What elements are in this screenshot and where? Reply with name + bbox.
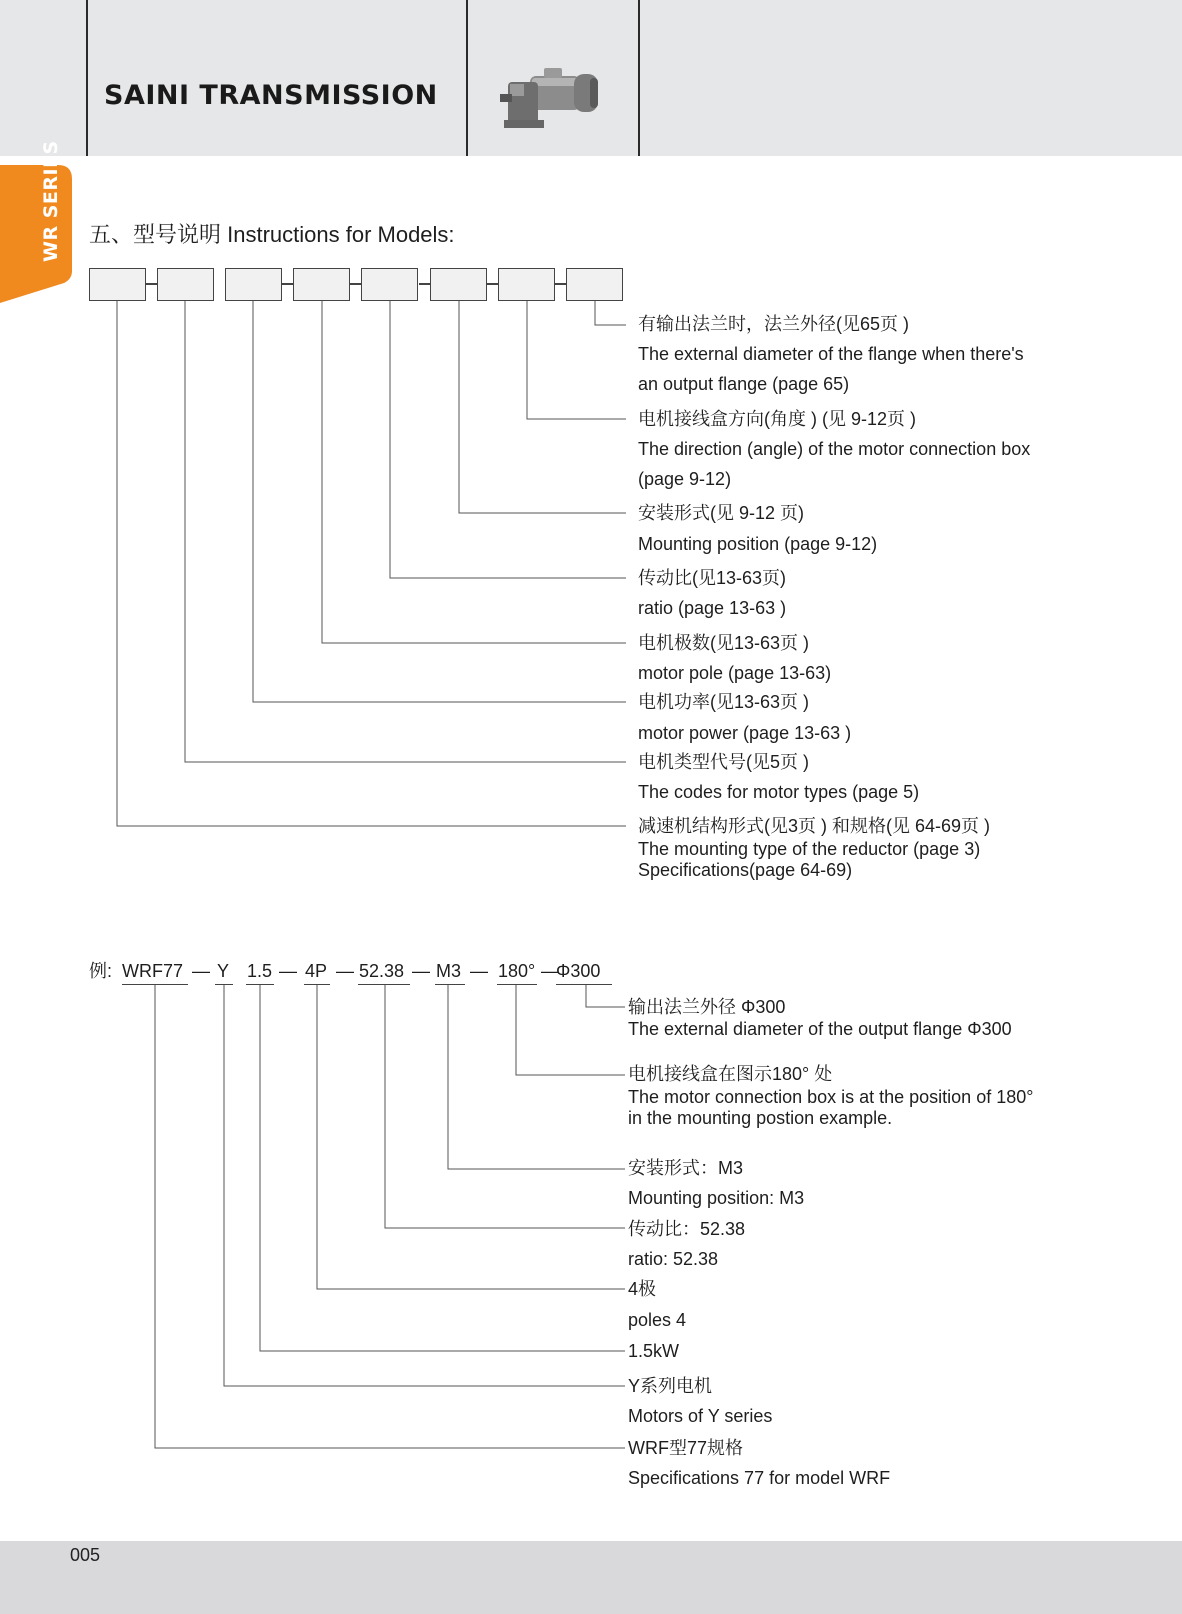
legend-en: an output flange (page 65) xyxy=(638,374,850,394)
example-en: in the mounting postion example. xyxy=(628,1108,893,1128)
legend-en: The external diameter of the flange when there's xyxy=(638,344,1024,364)
footer-band xyxy=(0,1541,1182,1614)
page-number: 005 xyxy=(70,1545,101,1565)
legend-en: motor pole (page 13-63) xyxy=(638,663,832,683)
example-part: 1.5 xyxy=(247,961,273,981)
example-separator: — xyxy=(470,961,488,981)
legend-cn: 安装形式(见 9-12 页) xyxy=(638,503,805,523)
example-separator: — xyxy=(412,961,430,981)
example-underline xyxy=(304,984,330,985)
brand-logo: SAINI TRANSMISSION xyxy=(104,80,438,111)
example-en: poles 4 xyxy=(628,1310,687,1330)
example-separator: — xyxy=(541,961,559,981)
legend-en: Specifications(page 64-69) xyxy=(638,860,853,880)
legend-cn: 传动比(见13-63页) xyxy=(638,568,787,588)
legend-en: Mounting position (page 9-12) xyxy=(638,534,878,554)
example-en: The external diameter of the output flange Φ300 xyxy=(628,1019,1012,1039)
example-underline xyxy=(435,984,465,985)
example-part: WRF77 xyxy=(122,961,184,981)
example-separator: — xyxy=(336,961,354,981)
example-cn: 电机接线盒在图示180° 处 xyxy=(628,1064,833,1084)
example-underline xyxy=(246,984,274,985)
legend-cn: 电机接线盒方向(角度 ) (见 9-12页 ) xyxy=(638,409,917,429)
example-separator: — xyxy=(279,961,297,981)
example-part: 180° xyxy=(498,961,536,981)
example-en: Mounting position: M3 xyxy=(628,1188,805,1208)
legend-cn: 电机功率(见13-63页 ) xyxy=(638,692,810,712)
legend-cn: 电机类型代号(见5页 ) xyxy=(638,752,809,772)
legend-cn: 减速机结构形式(见3页 ) 和规格(见 64-69页 ) xyxy=(638,816,991,836)
example-cn: 传动比：52.38 xyxy=(628,1219,746,1239)
example-en: ratio: 52.38 xyxy=(628,1249,719,1269)
example-en: Specifications 77 for model WRF xyxy=(628,1468,891,1488)
example-en: Motors of Y series xyxy=(628,1406,773,1426)
example-cn: Y系列电机 xyxy=(628,1376,713,1396)
example-underline xyxy=(122,984,188,985)
example-part: Φ300 xyxy=(556,961,601,981)
example-prefix: 例: xyxy=(89,961,113,981)
legend-en: (page 9-12) xyxy=(638,469,732,489)
example-part: 52.38 xyxy=(359,961,405,981)
example-underline xyxy=(497,984,537,985)
legend-en: motor power (page 13-63 ) xyxy=(638,723,852,743)
example-en: The motor connection box is at the position of 180° xyxy=(628,1087,1034,1107)
legend-en: The mounting type of the reductor (page 3) xyxy=(638,839,981,859)
example-cn: 安装形式：M3 xyxy=(628,1158,744,1178)
example-underline xyxy=(215,984,233,985)
example-cn: 4极 xyxy=(628,1279,657,1299)
example-cn: WRF型77规格 xyxy=(628,1438,744,1458)
example-part: M3 xyxy=(436,961,462,981)
example-part: 4P xyxy=(305,961,328,981)
example-cn: 1.5kW xyxy=(628,1341,680,1361)
example-underline xyxy=(556,984,612,985)
example-separator: — xyxy=(192,961,210,981)
legend-en: The direction (angle) of the motor connection box xyxy=(638,439,1031,459)
example-underline xyxy=(358,984,410,985)
example-cn: 输出法兰外径 Φ300 xyxy=(628,997,786,1017)
section-title: 五、型号说明 Instructions for Models: xyxy=(89,222,455,247)
legend-cn: 电机极数(见13-63页 ) xyxy=(638,633,810,653)
legend-en: ratio (page 13-63 ) xyxy=(638,598,787,618)
example-part: Y xyxy=(217,961,230,981)
legend-en: The codes for motor types (page 5) xyxy=(638,782,920,802)
side-tab-label: WR SERIES xyxy=(40,140,62,262)
legend-cn: 有输出法兰时，法兰外径(见65页 ) xyxy=(638,314,910,334)
